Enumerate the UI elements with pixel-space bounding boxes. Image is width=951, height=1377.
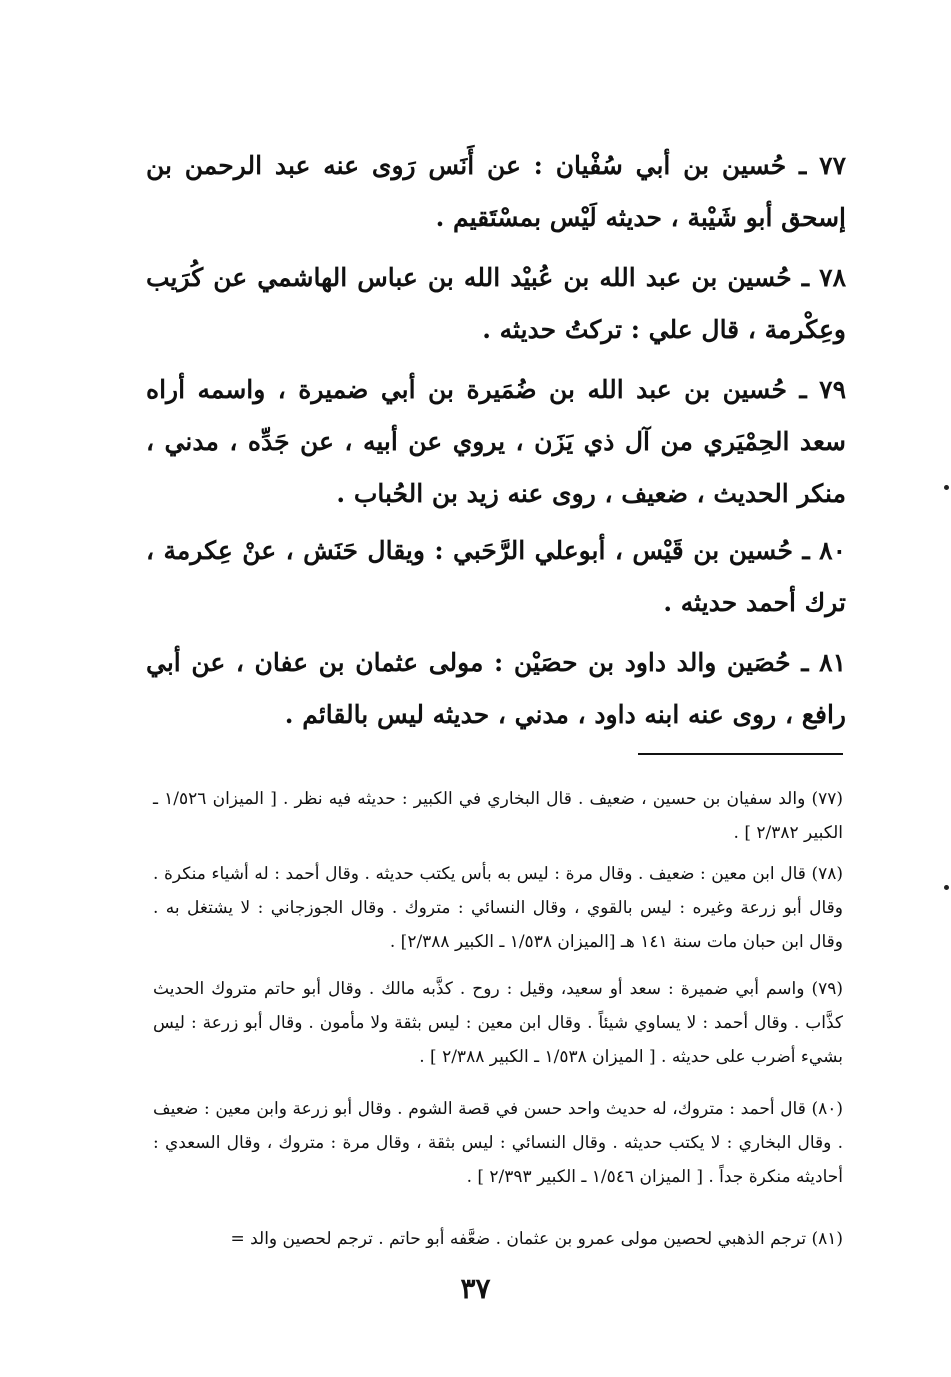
footnote-81: (٨١) ترجم الذهبي لحصين مولى عمرو بن عثمان . ضعَّفه أبو حاتم . ترجم لحصين والد = bbox=[230, 1229, 843, 1249]
entry-79: ٧٩ ـ حُسين بن عبد الله بن ضُمَيرة بن أبي ضميرة ، واسمه أراه سعد الحِمْيَري من آل ذي يَزَن ، يروي عن أبيه ، عن جَدِّه ، مدني ، منكر الحديث ، ضعيف ، روى عنه زيد بن الحُباب . bbox=[146, 375, 846, 508]
page-number: ٣٧ bbox=[460, 1272, 491, 1305]
footnote-80: (٨٠) قال أحمد : متروك، له حديث واحد حسن في قصة الشوم . وقال أبو زرعة وابن معين : ضعيف . وقال البخاري : لا يكتب حديثه . وقال النسائي : ليس بثقة ، وقال مرة : متروك ، وقال السعدي : أحاديثه منكرة جداً . [ الميزان ١/٥٤٦ ـ الكبير ٢/٣٩٣ ] . bbox=[153, 1099, 843, 1187]
footnote-79: (٧٩) واسم أبي ضميرة : سعد أو سعيد، وقيل : روح . كذَّبه مالك . وقال أبو حاتم متروك الحديث كذَّاب . وقال أحمد : لا يساوي شيئاً . وقال ابن معين : ليس بثقة ولا مأمون . وقال أبو زرعة : ليس بشيء أضرب على حديثه . [ الميزان ١/٥٣٨ ـ الكبير ٢/٣٨٨ ] . bbox=[153, 979, 843, 1067]
footnote-separator bbox=[638, 753, 843, 755]
entry-80: ٨٠ ـ حُسين بن قَيْس ، أبوعلي الرَّحَبي : ويقال حَنَش ، عنْ عِكرمة ، ترك أحمد حديثه . bbox=[146, 536, 846, 617]
scan-speck bbox=[944, 885, 949, 890]
scan-speck bbox=[944, 485, 949, 490]
footnote-78: (٧٨) قال ابن معين : ضعيف . وقال مرة : ليس به بأس يكتب حديثه . وقال أحمد : له أشياء منكرة . وقال أبو زرعة وغيره : ليس بالقوي ، وقال النسائي : متروك . وقال الجوزجاني : لا يشتغل به . وقال ابن حبان مات سنة ١٤١ هـ [الميزان ١/٥٣٨ ـ الكبير ٢/٣٨٨] . bbox=[153, 864, 843, 952]
entry-77: ٧٧ ـ حُسين بن أبي سُفْيان : عن أَنَس رَوى عنه عبد الرحمن بن إسحق أبو شَيْبة ، حديثه لَيْس بمسْتَقيم . bbox=[146, 151, 846, 232]
entry-81: ٨١ ـ حُصَين والد داود بن حصَيْن : مولى عثمان بن عفان ، عن أبي رافع ، روى عنه ابنه داود ، مدني ، حديثه ليس بالقائم . bbox=[146, 648, 846, 729]
entry-78: ٧٨ ـ حُسين بن عبد الله بن عُبيْد الله بن عباس الهاشمي عن كُرَيب وعِكْرمة ، قال علي : تركتُ حديثه . bbox=[146, 263, 846, 344]
footnote-77: (٧٧) والد سفيان بن حسين ، ضعيف . قال البخاري في الكبير : حديثه فيه نظر . [ الميزان ١/٥٢٦ ـ الكبير ٢/٣٨٢ ] . bbox=[153, 789, 843, 843]
